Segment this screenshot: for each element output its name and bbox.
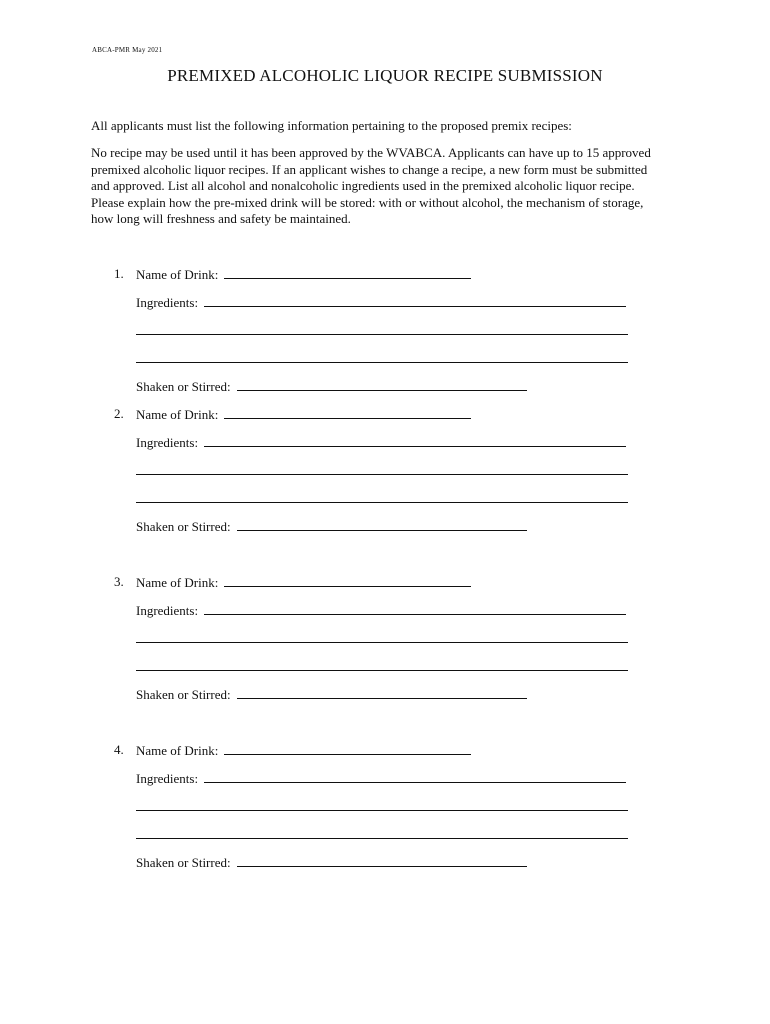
shaken-or-stirred-label: Shaken or Stirred: xyxy=(136,855,231,870)
recipe-entry-4 xyxy=(0,742,770,872)
shaken-or-stirred-field[interactable] xyxy=(237,686,527,699)
ingredients-label: Ingredients: xyxy=(136,603,199,618)
name-of-drink-row xyxy=(136,406,471,423)
entry-number: 2. xyxy=(114,406,124,421)
ingredients-line-2 xyxy=(136,798,628,811)
ingredients-field[interactable] xyxy=(136,630,628,643)
name-of-drink-label: Name of Drink: xyxy=(136,575,219,590)
instructions-paragraph xyxy=(91,145,687,228)
ingredients-field[interactable] xyxy=(136,658,628,671)
ingredients-row xyxy=(136,602,626,619)
ingredients-field[interactable] xyxy=(204,434,626,447)
shaken-or-stirred-field[interactable] xyxy=(237,854,527,867)
name-of-drink-field[interactable] xyxy=(224,574,471,587)
name-of-drink-label: Name of Drink: xyxy=(136,407,219,422)
name-of-drink-field[interactable] xyxy=(224,742,471,755)
name-of-drink-field[interactable] xyxy=(224,406,471,419)
name-of-drink-label: Name of Drink: xyxy=(136,267,219,282)
ingredients-label: Ingredients: xyxy=(136,295,199,310)
name-of-drink-row xyxy=(136,574,471,591)
ingredients-field[interactable] xyxy=(204,770,626,783)
shaken-or-stirred-field[interactable] xyxy=(237,518,527,531)
entry-number: 3. xyxy=(114,574,124,589)
shaken-or-stirred-row xyxy=(136,378,527,395)
ingredients-row xyxy=(136,294,626,311)
shaken-or-stirred-row xyxy=(136,854,527,871)
ingredients-line-3 xyxy=(136,350,628,363)
ingredients-line-2 xyxy=(136,462,628,475)
page-title: PREMIXED ALCOHOLIC LIQUOR RECIPE SUBMISSION xyxy=(167,66,603,85)
entry-number: 1. xyxy=(114,266,124,281)
ingredients-field[interactable] xyxy=(136,826,628,839)
instructions-line: how long will freshness and safety be maintained. xyxy=(91,211,351,226)
ingredients-line-2 xyxy=(136,630,628,643)
ingredients-field[interactable] xyxy=(136,798,628,811)
ingredients-row xyxy=(136,434,626,451)
instructions-line: premixed alcoholic liquor recipes. If an applicant wishes to change a recipe, a new form must be submitted xyxy=(91,161,648,177)
ingredients-label: Ingredients: xyxy=(136,771,199,786)
ingredients-line-3 xyxy=(136,490,628,503)
ingredients-label: Ingredients: xyxy=(136,435,199,450)
instructions-line: and approved. List all alcohol and nonalcoholic ingredients used in the premixed alcoholic liquor recipe. xyxy=(91,178,635,193)
name-of-drink-row xyxy=(136,742,471,759)
ingredients-field[interactable] xyxy=(136,462,628,475)
ingredients-field[interactable] xyxy=(136,490,628,503)
ingredients-field[interactable] xyxy=(204,294,626,307)
ingredients-field[interactable] xyxy=(204,602,626,615)
instructions-line: No recipe may be used until it has been approved by the WVABCA. Applicants can have up to 15 approved xyxy=(91,145,651,160)
shaken-or-stirred-label: Shaken or Stirred: xyxy=(136,379,231,394)
shaken-or-stirred-label: Shaken or Stirred: xyxy=(136,519,231,534)
shaken-or-stirred-row xyxy=(136,518,527,535)
instructions-line: Please explain how the pre-mixed drink will be stored: with or without alcohol, the mechanism of storage, xyxy=(91,194,644,210)
ingredients-line-3 xyxy=(136,658,628,671)
intro-text: All applicants must list the following information pertaining to the proposed premix recipes: xyxy=(91,118,572,133)
ingredients-line-2 xyxy=(136,322,628,335)
recipe-entry-3 xyxy=(0,574,770,704)
ingredients-row xyxy=(136,770,626,787)
shaken-or-stirred-row xyxy=(136,686,527,703)
recipe-entry-2 xyxy=(0,406,770,536)
form-code: ABCA-PMR May 2021 xyxy=(92,46,163,54)
ingredients-field[interactable] xyxy=(136,350,628,363)
name-of-drink-row xyxy=(136,266,471,283)
entry-number: 4. xyxy=(114,742,124,757)
ingredients-line-3 xyxy=(136,826,628,839)
shaken-or-stirred-field[interactable] xyxy=(237,378,527,391)
recipe-entry-1 xyxy=(0,266,770,396)
shaken-or-stirred-label: Shaken or Stirred: xyxy=(136,687,231,702)
name-of-drink-label: Name of Drink: xyxy=(136,743,219,758)
name-of-drink-field[interactable] xyxy=(224,266,471,279)
ingredients-field[interactable] xyxy=(136,322,628,335)
